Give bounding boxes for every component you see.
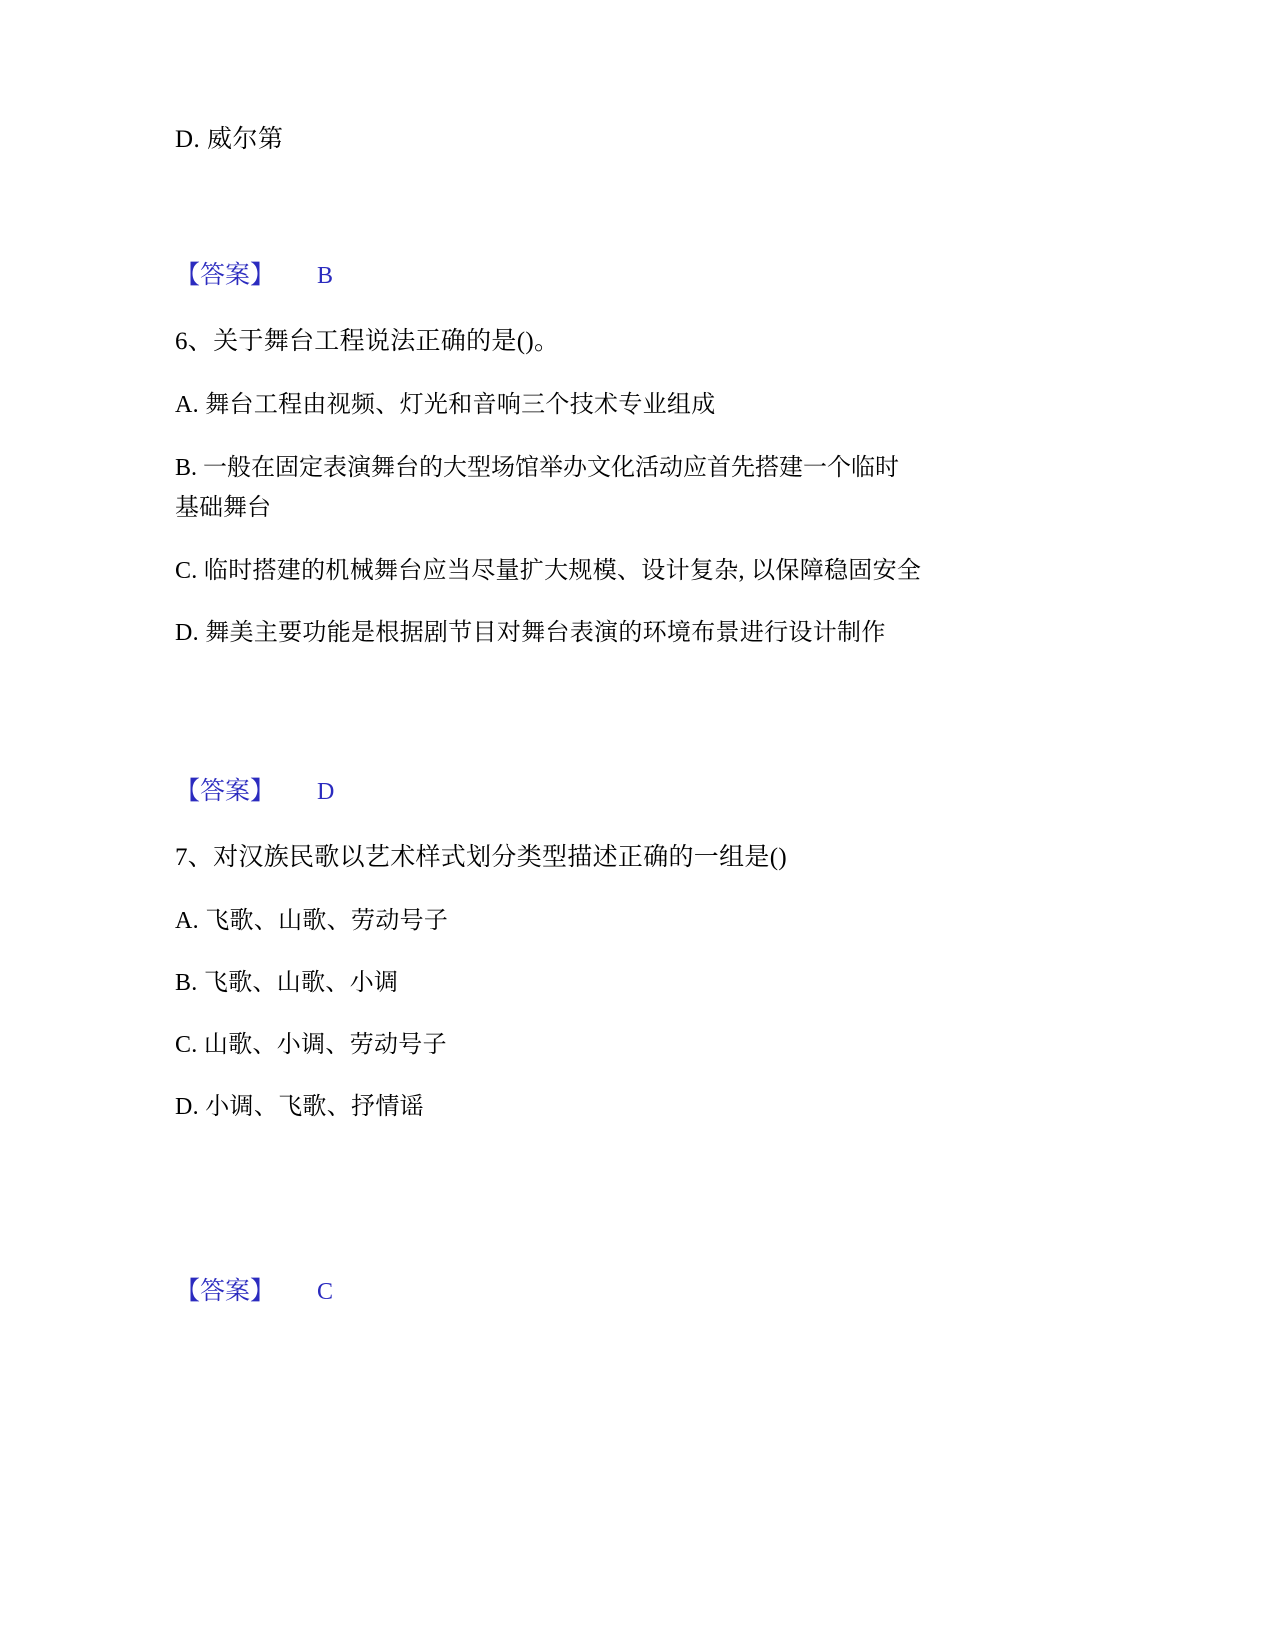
option-item: D. 威尔第 xyxy=(175,126,284,153)
spacer xyxy=(175,652,1050,772)
option-item: A. 舞台工程由视频、灯光和音响三个技术专业组成 xyxy=(175,392,716,418)
answer-row xyxy=(175,772,1050,812)
answer-value: D xyxy=(317,779,335,805)
question-text: 6、关于舞台工程说法正确的是()。 xyxy=(175,328,560,355)
option-item: D. 小调、飞歌、抒情谣 xyxy=(175,1094,424,1120)
question-text: 7、对汉族民歌以艺术样式划分类型描述正确的一组是() xyxy=(175,844,787,871)
option-line-1: B. 一般在固定表演舞台的大型场馆举办文化活动应首先搭建一个临时 xyxy=(175,455,900,481)
option-line-2: 基础舞台 xyxy=(175,495,271,521)
option-item xyxy=(175,448,1050,528)
option-item: B. 飞歌、山歌、小调 xyxy=(175,970,399,996)
spacer xyxy=(175,160,1050,256)
option-item: C. 山歌、小调、劳动号子 xyxy=(175,1032,447,1058)
answer-label: 【答案】 xyxy=(175,1278,276,1305)
option-item: A. 飞歌、山歌、劳动号子 xyxy=(175,908,449,934)
option-item: D. 舞美主要功能是根据剧节目对舞台表演的环境布景进行设计制作 xyxy=(175,620,886,646)
answer-row xyxy=(175,1272,1050,1312)
spacer xyxy=(175,1126,1050,1246)
document-content xyxy=(175,120,1050,1312)
answer-label: 【答案】 xyxy=(175,262,276,289)
answer-value: C xyxy=(317,1279,334,1305)
answer-row xyxy=(175,256,1050,296)
answer-label: 【答案】 xyxy=(175,778,276,805)
spacer xyxy=(175,1246,1050,1272)
option-item: C. 临时搭建的机械舞台应当尽量扩大规模、设计复杂, 以保障稳固安全 xyxy=(175,558,922,584)
answer-value: B xyxy=(317,263,334,289)
